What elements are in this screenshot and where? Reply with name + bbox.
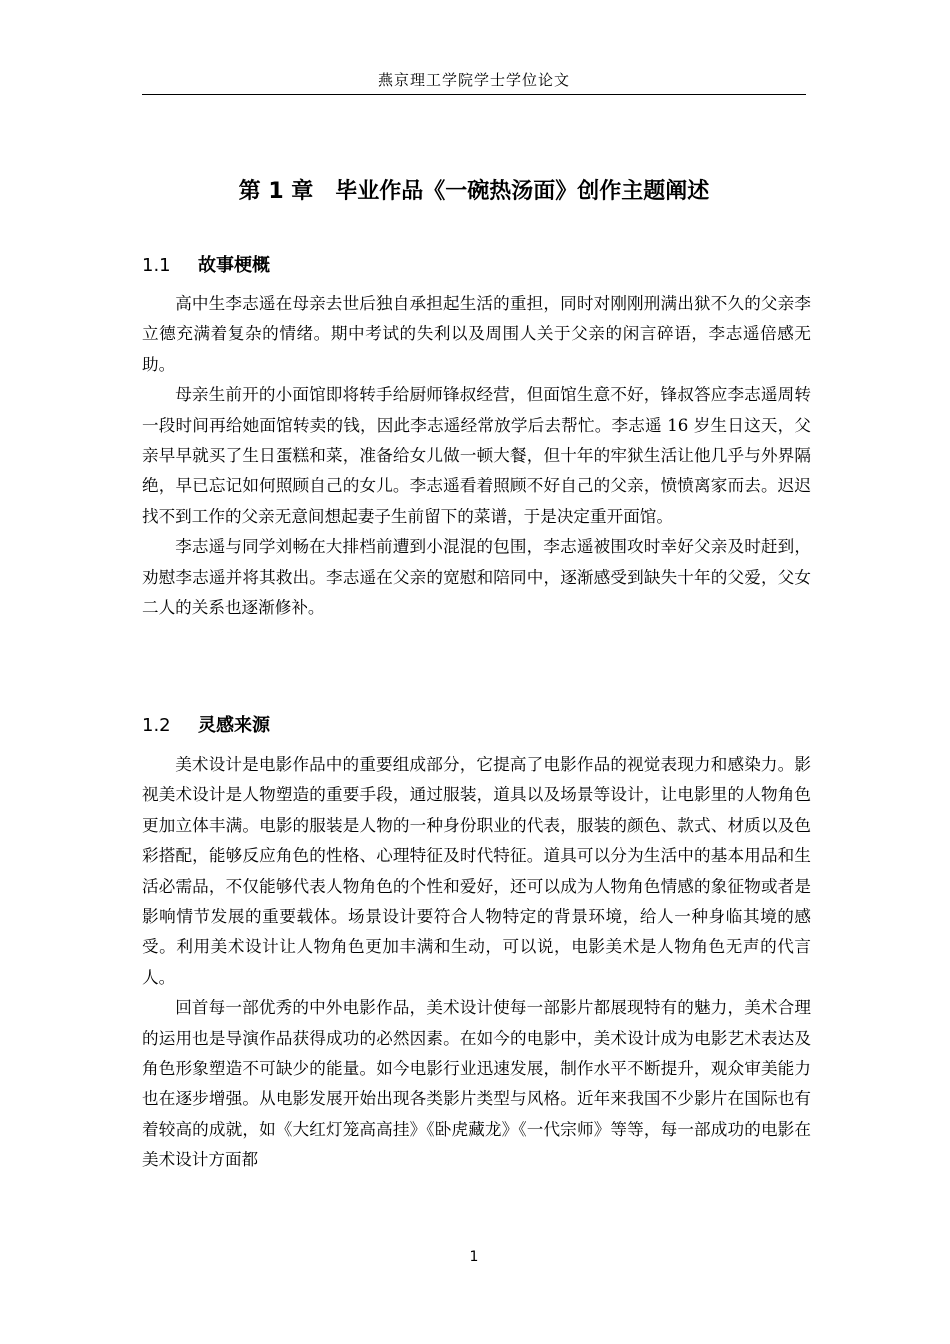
section-title: 故事梗概: [198, 255, 270, 276]
paragraph: 母亲生前开的小面馆即将转手给厨师锋叔经营，但面馆生意不好，锋叔答应李志遥周转一段时间再给她面馆转卖的钱，因此李志遥经常放学后去帮忙。李志遥 16 岁生日这天，父亲早早就买了生日蛋糕和菜，准备给女儿做一顿大餐，但十年的牢狱生活让他几乎与外界隔绝，早已忘记如何照顾自己的女儿。李志遥看着照顾不好自己的父亲，愤愤离家而去。迟迟找不到工作的父亲无意间想起妻子生前留下的菜谱，于是决定重开面馆。: [142, 385, 811, 526]
paragraph: 回首每一部优秀的中外电影作品，美术设计使每一部影片都展现特有的魅力，美术合理的运用也是导演作品获得成功的必然因素。在如今的电影中，美术设计成为电影艺术表达及角色形象塑造不可缺少的能量。如今电影行业迅速发展，制作水平不断提升，观众审美能力也在逐步增强。从电影发展开始出现各类影片类型与风格。近年来我国不少影片在国际也有着较高的成就，如《大红灯笼高高挂》《卧虎藏龙》《一代宗师》等等，每一部成功的电影在美术设计方面都: [142, 998, 811, 1170]
paragraph: 高中生李志遥在母亲去世后独自承担起生活的重担，同时对刚刚刑满出狱不久的父亲李立德充满着复杂的情绪。期中考试的失利以及周围人关于父亲的闲言碎语，李志遥倍感无助。: [142, 294, 811, 374]
running-header: 燕京理工学院学士学位论文: [377, 71, 570, 89]
section-title: 灵感来源: [198, 715, 270, 736]
chapter-title: 第 1 章 毕业作品《一碗热汤面》创作主题阐述: [238, 179, 710, 204]
section-heading-story-synopsis: [142, 253, 270, 279]
section-number: 1.2: [142, 715, 171, 736]
header-divider: [142, 94, 806, 95]
section-number: 1.1: [142, 255, 171, 276]
paragraph: 李志遥与同学刘畅在大排档前遭到小混混的包围，李志遥被围攻时幸好父亲及时赶到，劝慰李志遥并将其救出。李志遥在父亲的宽慰和陪同中，逐渐感受到缺失十年的父爱，父女二人的关系也逐渐修补。: [142, 537, 811, 618]
section-body-inspiration: [142, 750, 811, 1176]
page-number: 1: [469, 1249, 479, 1265]
paragraph: 美术设计是电影作品中的重要组成部分，它提高了电影作品的视觉表现力和感染力。影视美术设计是人物塑造的重要手段，通过服装，道具以及场景等设计，让电影里的人物角色更加立体丰满。电影的服装是人物的一种身份职业的代表，服装的颜色、款式、材质以及色彩搭配，能够反应角色的性格、心理特征及时代特征。道具可以分为生活中的基本用品和生活必需品，不仅能够代表人物角色的个性和爱好，还可以成为人物角色情感的象征物或者是影响情节发展的重要载体。场景设计要符合人物特定的背景环境，给人一种身临其境的感受。利用美术设计让人物角色更加丰满和生动，可以说，电影美术是人物角色无声的代言人。: [142, 755, 811, 987]
section-body-story-synopsis: [142, 289, 811, 623]
section-heading-inspiration: [142, 713, 270, 739]
